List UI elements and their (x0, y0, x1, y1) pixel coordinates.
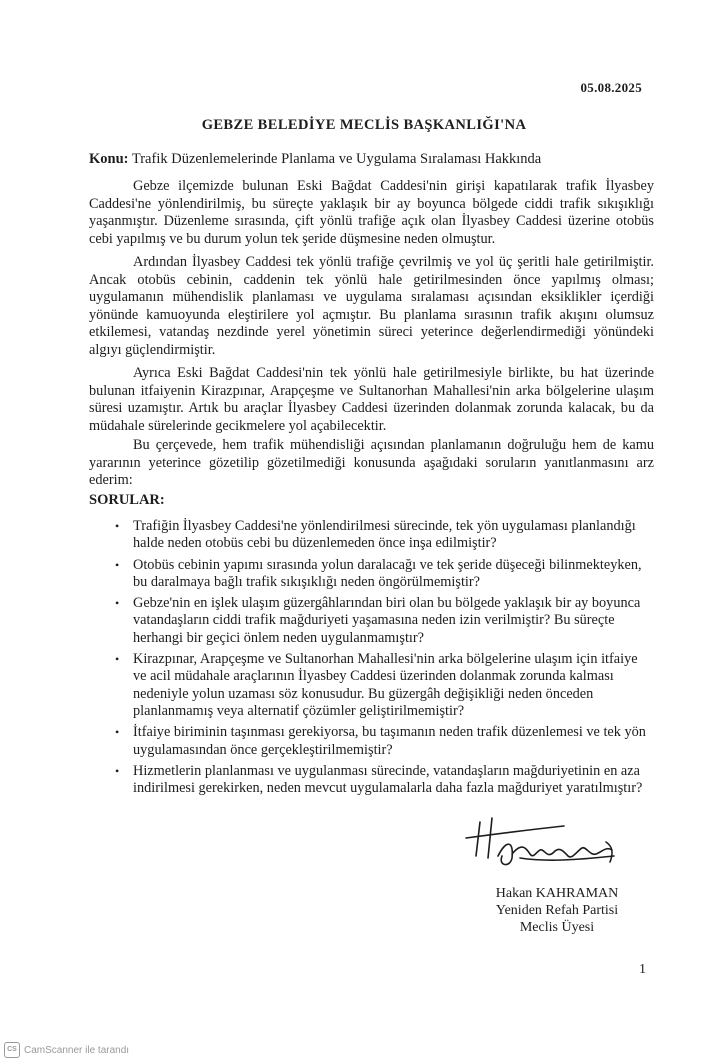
bullet-icon: • (115, 763, 120, 778)
question-item (89, 724, 649, 759)
paragraph-2 (89, 254, 654, 359)
question-text: Kirazpınar, Arapçeşme ve Sultanorhan Mahallesi'nin arka bölgelerine ulaşım için itfaiye ve acil müdahale araçlarının İlyasbey Caddesi üzerinden dolanmak zorunda kalması nedeniyle yolun uzaması söz konusudur. Bu güzergâh değişikliği neden önceden planlanmamış veya alternatif çözümler geliştirilmemiştir? (133, 651, 638, 719)
paragraph-3 (89, 365, 654, 435)
question-text: Trafiğin İlyasbey Caddesi'ne yönlendirilmesi sürecinde, tek yön uygulaması planlandığı halde neden otobüs cebi bu düzenlemeden önce inşa edilmiştir? (133, 518, 636, 552)
signer-block (462, 885, 652, 936)
bullet-icon: • (115, 557, 120, 572)
scanner-watermark (4, 1042, 129, 1058)
bullet-icon: • (115, 652, 120, 667)
question-item (89, 595, 649, 647)
question-item (89, 651, 649, 720)
question-text: Hizmetlerin planlanması ve uygulanması sürecinde, vatandaşların mağduriyetinin en aza indirilmesi gerekirken, neden mevcut uygulamalarla daha fazla mağduriyet yaratılmıştır? (133, 762, 643, 797)
document-date: 05.08.2025 (580, 80, 642, 95)
bullet-icon: • (115, 519, 120, 533)
paragraph-text: Gebze ilçemizde bulunan Eski Bağdat Caddesi'nin girişi kapatılarak trafik İlyasbey Caddesi'ne yönlendirilmiş, bu süreçte yaklaşık bir ay boyunca bölgede ciddi trafik sıkışıklığı yaşanmıştır. Düzenleme sırasında, çift yönlü trafiğe açık olan İlyasbey Caddesi üzerine otobüs cebi yapılmış ve bu durum yolun tek şeride düşmesine neden olmuştur. (89, 178, 654, 247)
paragraph-text: Ayrıca Eski Bağdat Caddesi'nin tek yönlü hale getirilmesiyle birlikte, bu hat üzerinde bulunan itfaiyenin Kirazpınar, Arapçeşme ve Sultanorhan Mahallesi'nin arka bölgelerine ulaşım süresi uzamıştır. Artık bu araçlar İlyasbey Caddesi üzerinden dolanmak zorunda kalacak, bu da müdahale sürelerinde gecikmelere yol açabilecektir. (89, 365, 654, 434)
signer-role: Meclis Üyesi (519, 920, 595, 935)
question-item (89, 557, 649, 592)
questions-heading: SORULAR: (89, 492, 165, 508)
bullet-icon: • (115, 725, 120, 740)
camscanner-logo-icon: CS (4, 1042, 20, 1058)
bullet-icon: • (115, 596, 120, 611)
paragraph-4 (89, 437, 654, 490)
watermark-text: CamScanner ile tarandı (24, 1044, 130, 1056)
subject-text: Trafik Düzenlemelerinde Planlama ve Uygulama Sıralaması Hakkında (131, 151, 542, 167)
question-text: Otobüs cebinin yapımı sırasında yolun daralacağı ve tek şeride düşeceği bilinmekteyken, bu daralmaya bağlı trafik sıkışıklığı neden öngörülmemiştir? (133, 556, 642, 590)
handwritten-signature-icon (436, 812, 636, 874)
question-item (89, 763, 649, 798)
paragraph-text: Bu çerçevede, hem trafik mühendisliği açısından planlamanın doğruluğu hem de kamu yararının yeterince gözetilip gözetilmediği konusunda aşağıdaki soruların yanıtlanmasını arz ederim: (89, 437, 654, 488)
paragraph-text: Ardından İlyasbey Caddesi tek yönlü trafiğe çevrilmiş ve yol üç şeritli hale getirilmiştir. Ancak otobüs cebinin, caddenin tek yönlü hale getirilmesinden önce yapılmış olması; uygulamanın mühendislik planlaması ve uygulama sıralaması açısından eksiklikler içerdiği yönünde kamuoyunda eleştirilere yol açmıştır. Bu planlama sırasının trafik akışını olumsuz etkilemesi, vatandaş nezdinde yerel yönetimin süreci yeterince değerlendirmediği yönündeki algıyı güçlendirmiştir. (89, 254, 654, 358)
question-text: Gebze'nin en işlek ulaşım güzergâhlarından biri olan bu bölgede yaklaşık bir ay boyunca vatandaşların ciddi trafik mağduriyeti yaşamasına neden izin verilmiştir? Bu süreçte herhangi bir geçici önlem neden uygulanmamıştır? (133, 595, 641, 646)
signer-party: Yeniden Refah Partisi (495, 903, 619, 918)
subject-label: Konu: (89, 151, 129, 167)
document-heading: GEBZE BELEDİYE MECLİS BAŞKANLIĞI'NA (201, 117, 527, 133)
signer-name: Hakan KAHRAMAN (495, 886, 619, 901)
subject-line (89, 150, 669, 168)
paragraph-1 (89, 178, 654, 248)
page-number: 1 (639, 962, 646, 977)
question-text: İtfaiye biriminin taşınması gerekiyorsa, bu taşımanın neden trafik düzenlemesi ve tek yön uygulamasından önce gerçekleştirilmemiştir? (133, 724, 646, 758)
question-item (89, 518, 649, 553)
questions-list (89, 518, 649, 801)
